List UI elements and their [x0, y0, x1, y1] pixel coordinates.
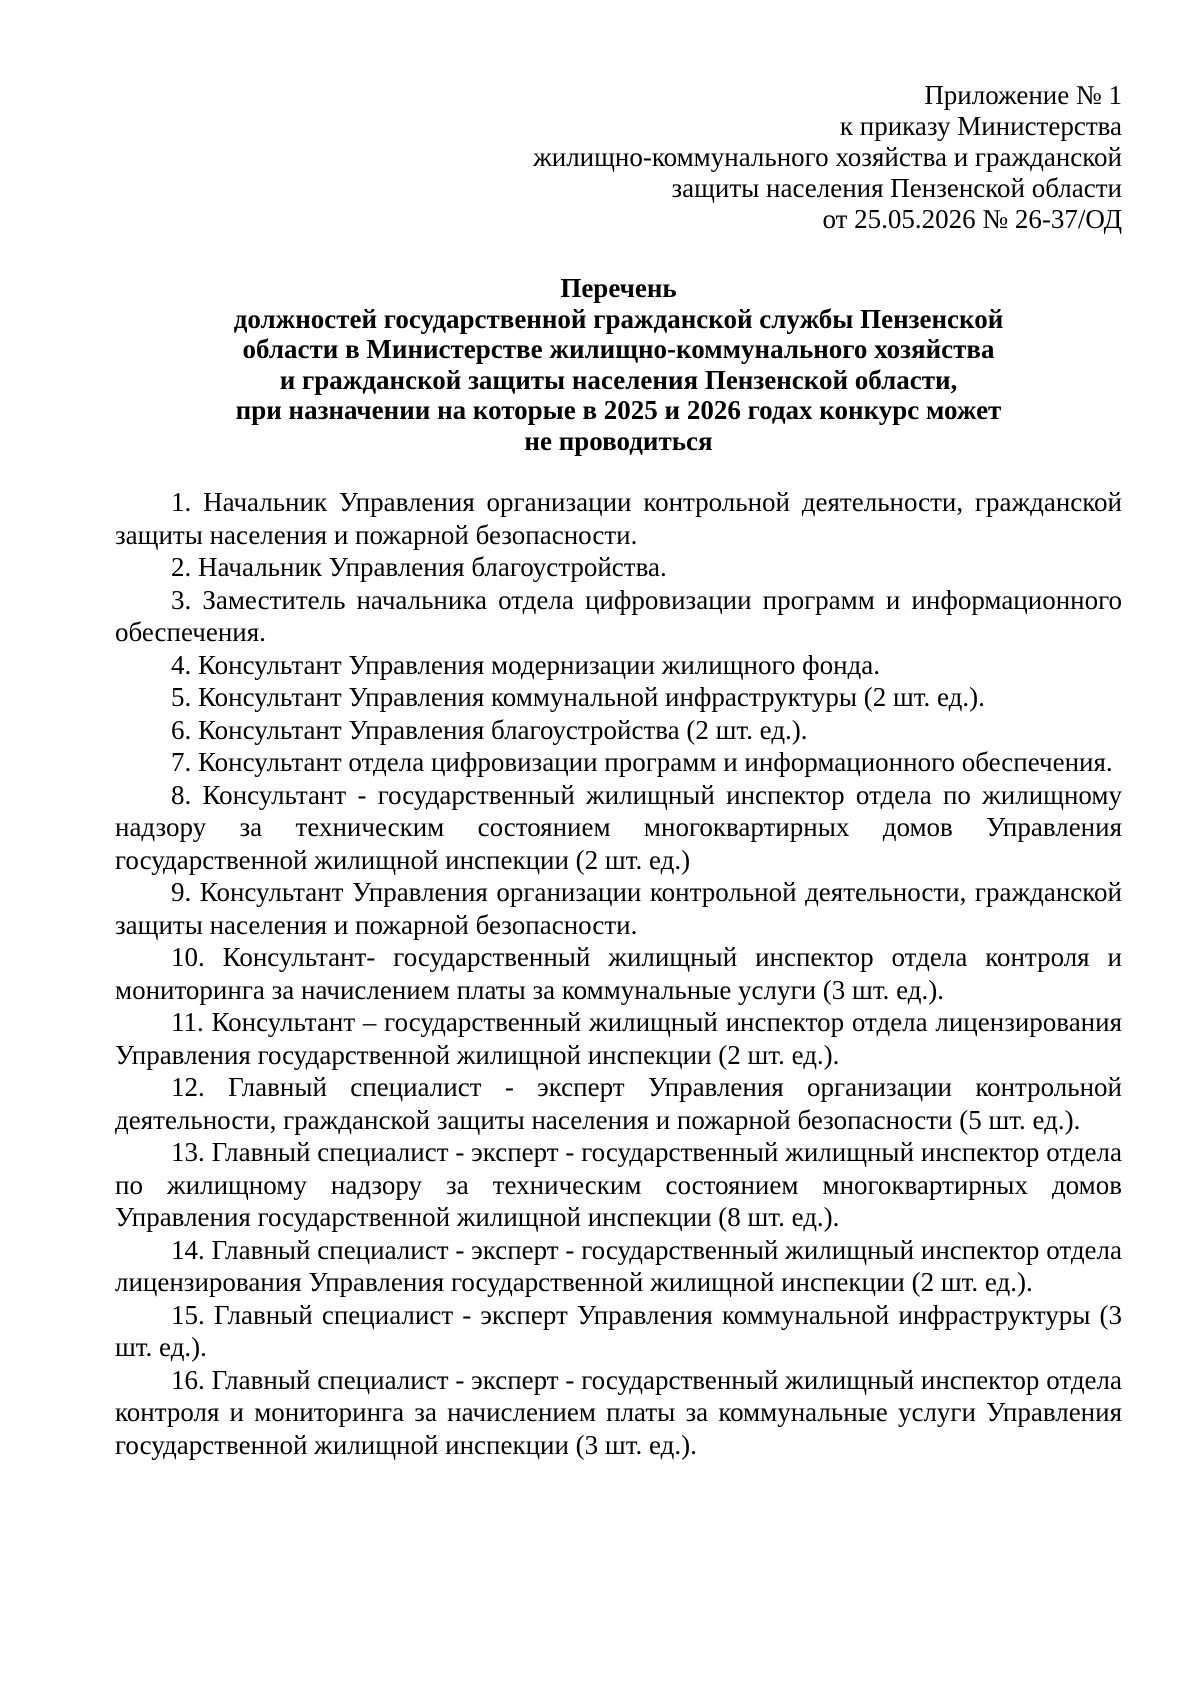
header-line: к приказу Министерства [839, 111, 1122, 141]
list-item: 15. Главный специалист - эксперт Управления коммунальной инфраструктуры (3 шт. ед.). [115, 1299, 1122, 1362]
list-item: 10. Консультант- государственный жилищный инспектор отдела контроля и мониторинга за начислением платы за коммунальные услуги (3 шт. ед.). [115, 942, 1122, 1005]
title-line: не проводиться [524, 425, 713, 456]
list-item: 11. Консультант – государственный жилищный инспектор отдела лицензирования Управления государственной жилищной инспекции (2 шт. ед.). [115, 1007, 1122, 1070]
list-item: 6. Консультант Управления благоустройства (2 шт. ед.). [171, 714, 808, 745]
list-item: 14. Главный специалист - эксперт - государственный жилищный инспектор отдела лицензирования Управления государственной жилищной инспекции (2 шт. ед.). [115, 1234, 1122, 1297]
list-item: 4. Консультант Управления модернизации жилищного фонда. [171, 649, 881, 680]
list-item: 9. Консультант Управления организации контрольной деятельности, гражданской защиты населения и пожарной безопасности. [115, 877, 1122, 940]
list-item: 1. Начальник Управления организации контрольной деятельности, гражданской защиты населения и пожарной безопасности. [115, 487, 1122, 550]
header-line: жилищно-коммунального хозяйства и гражданской [533, 142, 1122, 172]
header-line: Приложение № 1 [924, 80, 1122, 110]
list-item: 16. Главный специалист - эксперт - государственный жилищный инспектор отдела контроля и мониторинга за начислением платы за коммунальные услуги Управления государственной жилищной инспекции (3 шт. ед.). [115, 1364, 1122, 1460]
positions-list [115, 486, 1122, 1461]
document-title [115, 273, 1122, 456]
document-page [115, 80, 1122, 1461]
list-item: 7. Консультант отдела цифровизации программ и информационного обеспечения. [171, 747, 1113, 777]
list-item: 8. Консультант - государственный жилищный инспектор отдела по жилищному надзору за техническим состоянием многоквартирных домов Управления государственной жилищной инспекции (2 шт. ед.) [115, 779, 1122, 875]
title-line: при назначении на которые в 2025 и 2026 годах конкурс может [235, 395, 1002, 425]
list-item: 2. Начальник Управления благоустройства. [171, 552, 667, 582]
title-line: должностей государственной гражданской службы Пензенской [233, 303, 1004, 334]
title-line: Перечень [560, 273, 677, 303]
header-line: от 25.05.2026 № 26-37/ОД [822, 204, 1122, 234]
list-item: 12. Главный специалист - эксперт Управления организации контрольной деятельности, гражданской защиты населения и пожарной безопасности (5 шт. ед.). [115, 1072, 1122, 1135]
title-line: и гражданской защиты населения Пензенской области, [279, 364, 958, 395]
appendix-header [115, 80, 1122, 235]
header-line: защиты населения Пензенской области [671, 173, 1122, 203]
title-line: области в Министерстве жилищно-коммунального хозяйства [242, 334, 995, 364]
list-item: 13. Главный специалист - эксперт - государственный жилищный инспектор отдела по жилищному надзору за техническим состоянием многоквартирных домов Управления государственной жилищной инспекции (8 шт. ед.). [115, 1137, 1122, 1232]
list-item: 5. Консультант Управления коммунальной инфраструктуры (2 шт. ед.). [171, 682, 985, 712]
list-item: 3. Заместитель начальника отдела цифровизации программ и информационного обеспечения. [115, 584, 1122, 647]
